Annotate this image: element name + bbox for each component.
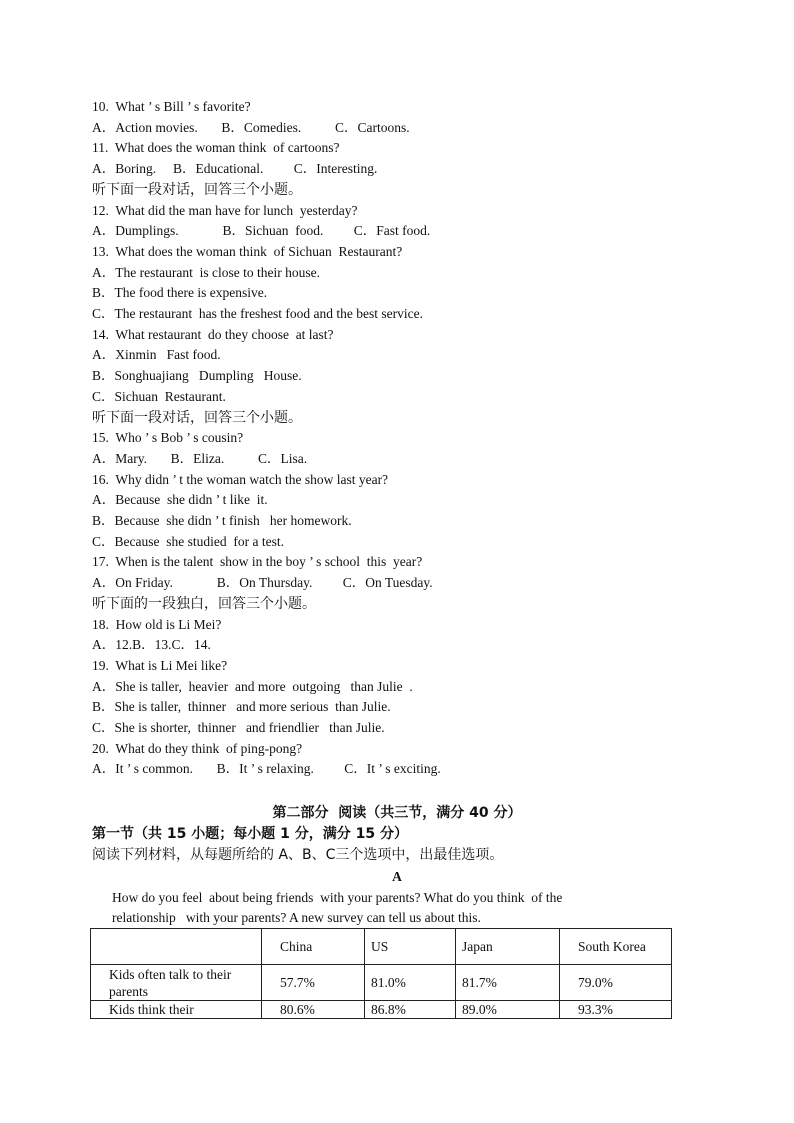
table-cell: Kids often talk to their parents bbox=[91, 965, 262, 1001]
table-cell: 81.7% bbox=[456, 965, 560, 1001]
answer-options: C．Sichuan Restaurant. bbox=[92, 389, 226, 404]
answer-options: A．Action movies. B．Comedies. C．Cartoons. bbox=[92, 120, 410, 135]
answer-options: B．Because she didn ’ t finish her homework. bbox=[92, 513, 352, 528]
answer-options: C．She is shorter, thinner and friendlier than Julie. bbox=[92, 720, 385, 735]
table-cell: 81.0% bbox=[365, 965, 456, 1001]
table-cell: 79.0% bbox=[560, 965, 672, 1001]
answer-options: A．The restaurant is close to their house. bbox=[92, 265, 320, 280]
question-stem: 12. What did the man have for lunch yesterday? bbox=[92, 203, 358, 218]
table-header-cell: South Korea bbox=[560, 929, 672, 965]
part-title: 第二部分 阅读（共三节，满分 40 分） bbox=[272, 805, 522, 821]
answer-options: C．The restaurant has the freshest food and the best service. bbox=[92, 306, 424, 321]
answer-options: A．Mary. B．Eliza. C．Lisa. bbox=[92, 451, 308, 466]
table-header-cell bbox=[91, 929, 262, 965]
answer-options: A．She is taller, heavier and more outgoing than Julie . bbox=[92, 679, 413, 694]
section-instruction: 听下面的一段独白，回答三个小题。 bbox=[92, 596, 316, 612]
answer-options: B．She is taller, thinner and more serious than Julie. bbox=[92, 699, 391, 714]
table-header-cell: China bbox=[262, 929, 365, 965]
passage-intro-line-2: relationship with your parents? A new survey can tell us about this. bbox=[112, 910, 481, 925]
table-cell: 93.3% bbox=[560, 1001, 672, 1019]
survey-table bbox=[90, 928, 672, 1019]
table-cell: Kids think their bbox=[91, 1001, 262, 1019]
question-stem: 14. What restaurant do they choose at last? bbox=[92, 327, 334, 342]
section-instruction: 听下面一段对话，回答三个小题。 bbox=[92, 182, 302, 198]
question-stem: 17. When is the talent show in the boy ’ s school this year? bbox=[92, 554, 423, 569]
question-stem: 13. What does the woman think of Sichuan Restaurant? bbox=[92, 244, 403, 259]
question-stem: 19. What is Li Mei like? bbox=[92, 658, 228, 673]
question-stem: 20. What do they think of ping-pong? bbox=[92, 741, 303, 756]
answer-options: A．12.B．13.C．14. bbox=[92, 637, 211, 652]
passage-label: A bbox=[392, 869, 402, 884]
question-stem: 10. What ’ s Bill ’ s favorite? bbox=[92, 99, 251, 114]
question-stem: 15. Who ’ s Bob ’ s cousin? bbox=[92, 430, 244, 445]
section-instruction: 听下面一段对话，回答三个小题。 bbox=[92, 410, 302, 426]
table-row bbox=[91, 965, 672, 1001]
table-cell: 80.6% bbox=[262, 1001, 365, 1019]
passage-intro-line-1: How do you feel about being friends with your parents? What do you think of the bbox=[112, 890, 563, 905]
answer-options: A．Dumplings. B．Sichuan food. C．Fast food. bbox=[92, 223, 431, 238]
answer-options: A．Boring. B．Educational. C．Interesting. bbox=[92, 161, 378, 176]
table-cell: 89.0% bbox=[456, 1001, 560, 1019]
answer-options: B．The food there is expensive. bbox=[92, 285, 268, 300]
question-stem: 16. Why didn ’ t the woman watch the show last year? bbox=[92, 472, 389, 487]
answer-options: A．On Friday. B．On Thursday. C．On Tuesday. bbox=[92, 575, 433, 590]
table-header-cell: Japan bbox=[456, 929, 560, 965]
section-title: 第一节（共 15 小题；每小题 1 分，满分 15 分） bbox=[92, 826, 408, 842]
table-header-cell: US bbox=[365, 929, 456, 965]
table-header-row bbox=[91, 929, 672, 965]
table-cell: 86.8% bbox=[365, 1001, 456, 1019]
question-stem: 18. How old is Li Mei? bbox=[92, 617, 222, 632]
table-row bbox=[91, 1001, 672, 1019]
answer-options: A．Because she didn ’ t like it. bbox=[92, 492, 268, 507]
answer-options: B．Songhuajiang Dumpling House. bbox=[92, 368, 302, 383]
question-stem: 11. What does the woman think of cartoons? bbox=[92, 140, 340, 155]
answer-options: A．Xinmin Fast food. bbox=[92, 347, 221, 362]
instruction: 阅读下列材料，从每题所给的 A、B、C三个选项中，出最佳选项。 bbox=[92, 847, 504, 863]
answer-options: C．Because she studied for a test. bbox=[92, 534, 284, 549]
answer-options: A．It ’ s common. B．It ’ s relaxing. C．It ’ s exciting. bbox=[92, 761, 441, 776]
table-cell: 57.7% bbox=[262, 965, 365, 1001]
